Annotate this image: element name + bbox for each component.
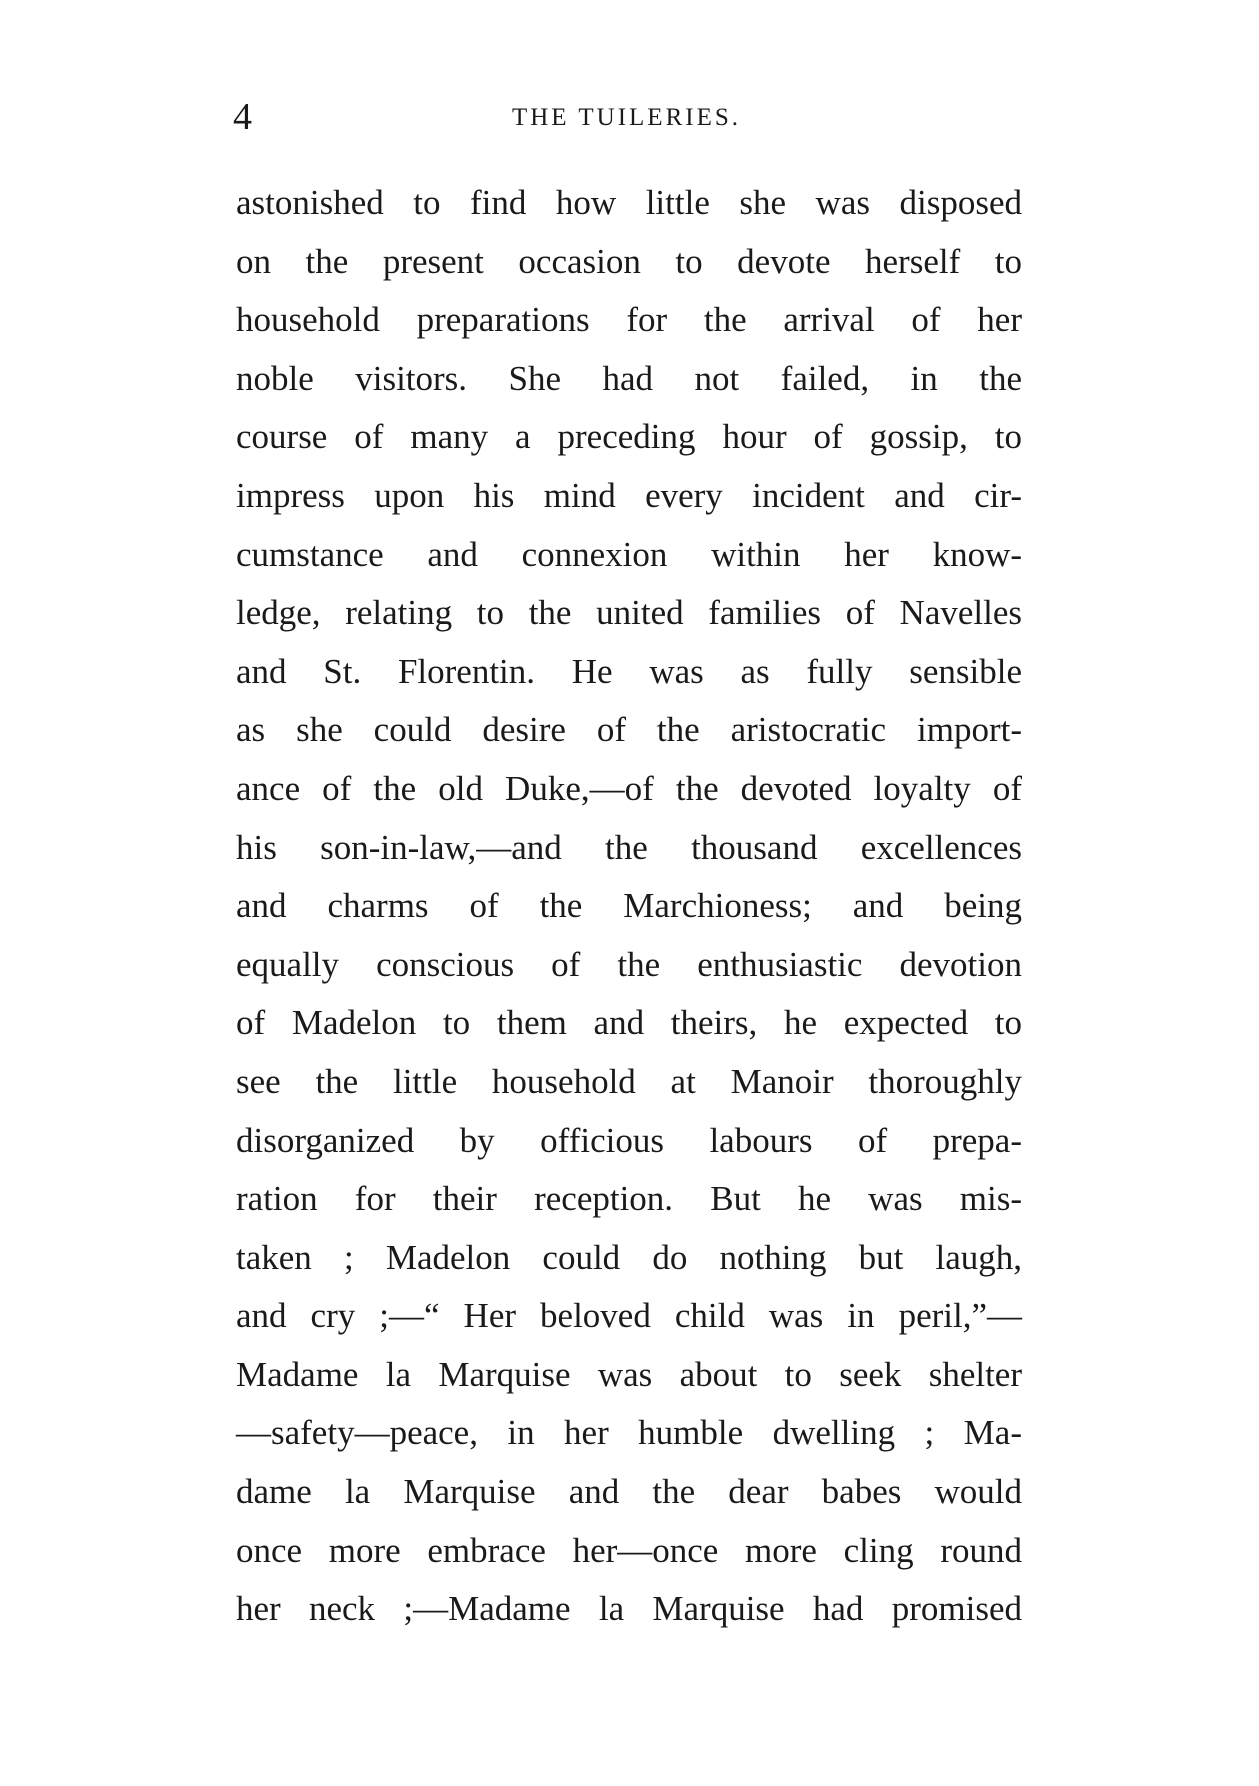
text-line: of Madelon to them and theirs, he expected to bbox=[236, 1003, 1022, 1043]
text-line: and charms of the Marchioness; and being bbox=[236, 886, 1022, 926]
text-line: and St. Florentin. He was as fully sensible bbox=[236, 651, 1022, 691]
text-line: course of many a preceding hour of gossip, to bbox=[236, 417, 1022, 457]
text-line: his son-in-law,—and the thousand excellences bbox=[236, 827, 1022, 867]
running-title: THE TUILERIES. bbox=[511, 104, 741, 131]
text-line: Madame la Marquise was about to seek shelter bbox=[236, 1354, 1022, 1394]
text-line: noble visitors. She had not failed, in the bbox=[236, 358, 1022, 398]
text-line: her neck ;—Madame la Marquise had promised bbox=[236, 1589, 1022, 1629]
text-line: dame la Marquise and the dear babes would bbox=[236, 1472, 1022, 1512]
text-line: household preparations for the arrival of her bbox=[236, 300, 1022, 340]
running-head bbox=[233, 92, 1020, 142]
text-line: see the little household at Manoir thoroughly bbox=[236, 1061, 1022, 1101]
text-line: taken ; Madelon could do nothing but laugh, bbox=[236, 1237, 1022, 1277]
text-line: disorganized by officious labours of prepa- bbox=[236, 1120, 1022, 1160]
text-line: as she could desire of the aristocratic import- bbox=[236, 710, 1022, 750]
text-line: impress upon his mind every incident and cir- bbox=[236, 475, 1022, 515]
page-number: 4 bbox=[233, 96, 252, 138]
text-line: equally conscious of the enthusiastic devotion bbox=[236, 944, 1022, 984]
text-line: —safety—peace, in her humble dwelling ; Ma- bbox=[236, 1413, 1022, 1453]
text-line: on the present occasion to devote herself to bbox=[236, 241, 1022, 281]
body-text bbox=[236, 174, 1022, 1639]
text-line: once more embrace her—once more cling round bbox=[236, 1530, 1022, 1570]
text-line: ance of the old Duke,—of the devoted loyalty of bbox=[236, 768, 1022, 808]
text-line: ledge, relating to the united families of Navelles bbox=[236, 593, 1022, 633]
text-line: astonished to find how little she was disposed bbox=[236, 183, 1022, 222]
text-line: and cry ;—“ Her beloved child was in peril,”— bbox=[236, 1296, 1022, 1336]
text-line: cumstance and connexion within her know- bbox=[236, 534, 1022, 574]
text-line: ration for their reception. But he was mis- bbox=[236, 1179, 1022, 1219]
